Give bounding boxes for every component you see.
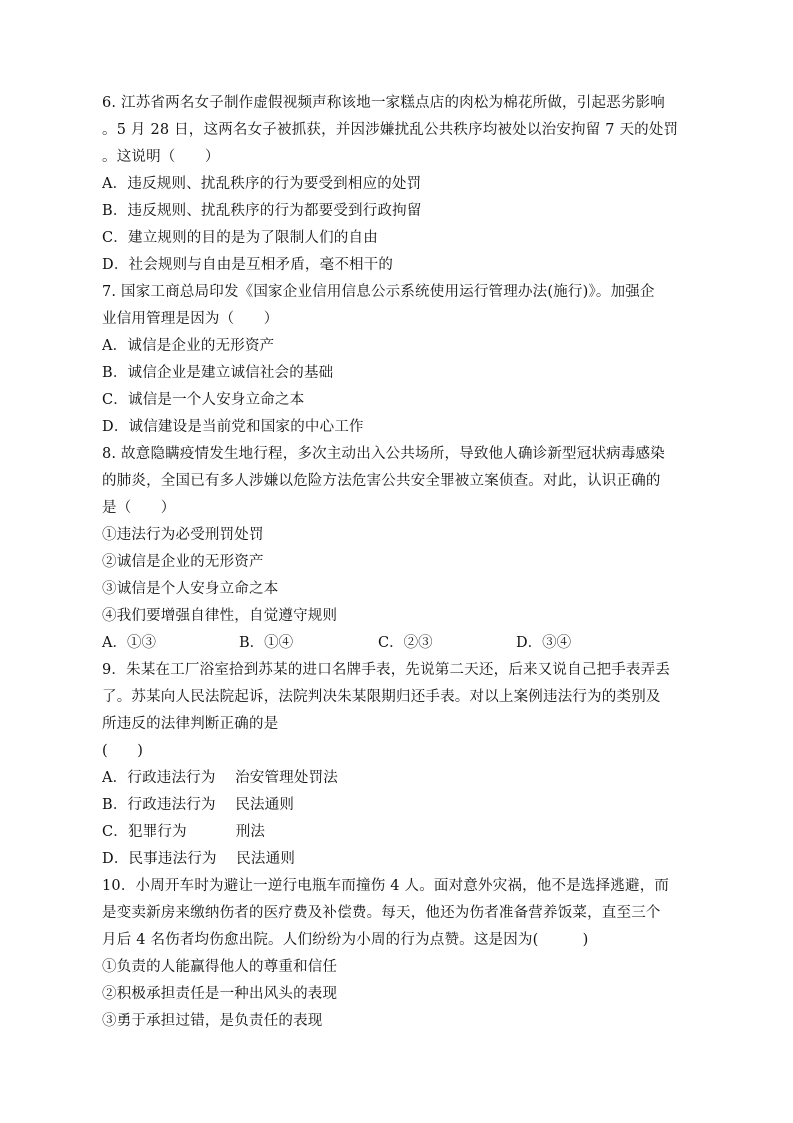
statement-item-1: ①违法行为必受刑罚处罚 <box>102 527 264 543</box>
answer-option-a: A．违反规则、扰乱秩序的行为要受到相应的处罚 <box>102 176 422 192</box>
question-stem-line: 10．小周开车时为避让一逆行电瓶车而撞伤 4 人。面对意外灾祸，他不是选择逃避，而 <box>102 878 670 894</box>
question-stem-line: 所违反的法律判断正确的是 <box>102 716 279 732</box>
question-6 <box>102 90 692 279</box>
answer-option-b: B．①④ <box>239 635 294 651</box>
question-stem-line: 业信用管理是因为（ ） <box>102 311 279 327</box>
statement-item-2: ②诚信是企业的无形资产 <box>102 554 264 570</box>
answer-option-c: C．犯罪行为 刑法 <box>102 824 266 840</box>
question-stem-line: 。这说明（ ） <box>102 149 220 165</box>
statement-item-4: ④我们要增强自律性，自觉遵守规则 <box>102 608 338 624</box>
question-stem-line: 8. 故意隐瞒疫情发生地行程，多次主动出入公共场所，导致他人确诊新型冠状病毒感染 <box>102 446 665 462</box>
answer-option-b: B．诚信企业是建立诚信社会的基础 <box>102 365 334 381</box>
question-stem-line: 了。苏某向人民法院起诉，法院判决朱某限期归还手表。对以上案例违法行为的类别及 <box>102 689 661 705</box>
answer-option-c: C．②③ <box>378 635 433 651</box>
question-list <box>102 90 692 1035</box>
statement-item-1: ①负责的人能赢得他人的尊重和信任 <box>102 959 338 975</box>
question-stem-line: 7. 国家工商总局印发《国家企业信用信息公示系统使用运行管理办法(施行)》。加强企 <box>102 284 655 300</box>
question-stem-line: 月后 4 名伤者均伤愈出院。人们纷纷为小周的行为点赞。这是因为( ) <box>102 932 589 948</box>
question-stem-line: 的肺炎，全国已有多人涉嫌以危险方法危害公共安全罪被立案侦查。对此，认识正确的 <box>102 473 661 489</box>
question-stem-line: ( ) <box>102 743 144 759</box>
question-stem-line: 9．朱某在工厂浴室拾到苏某的进口名牌手表，先说第二天还，后来又说自己把手表弄丢 <box>102 662 671 678</box>
statement-item-3: ③诚信是个人安身立命之本 <box>102 581 279 597</box>
question-7 <box>102 279 692 441</box>
answer-option-d: D．诚信建设是当前党和国家的中心工作 <box>102 419 364 435</box>
statement-item-2: ②积极承担责任是一种出风头的表现 <box>102 986 338 1002</box>
question-9 <box>102 657 692 873</box>
question-stem-line: 是（ ） <box>102 500 176 516</box>
answer-option-d: D．民事违法行为 民法通则 <box>102 851 296 867</box>
answer-option-b: B．行政违法行为 民法通则 <box>102 797 295 813</box>
question-stem-line: 是变卖新房来缴纳伤者的医疗费及补偿费。每天，他还为伤者准备营养饭菜，直至三个 <box>102 905 661 921</box>
answer-option-a: A．行政违法行为 治安管理处罚法 <box>102 770 338 786</box>
statement-item-3: ③勇于承担过错，是负责任的表现 <box>102 1013 323 1029</box>
answer-option-c: C．诚信是一个人安身立命之本 <box>102 392 305 408</box>
answer-option-d: D．社会规则与自由是互相矛盾，毫不相干的 <box>102 257 394 273</box>
question-10 <box>102 873 692 1035</box>
question-8 <box>102 441 692 657</box>
question-stem-line: 。5 月 28 日，这两名女子被抓获，并因涉嫌扰乱公共秩序均被处以治安拘留 7 天的处罚 <box>102 122 679 138</box>
answer-option-a: A．诚信是企业的无形资产 <box>102 338 275 354</box>
answer-option-c: C．建立规则的目的是为了限制人们的自由 <box>102 230 378 246</box>
inline-answer-options <box>102 630 692 657</box>
answer-option-d: D．③④ <box>516 635 572 651</box>
question-stem-line: 6. 江苏省两名女子制作虚假视频声称该地一家糕点店的肉松为棉花所做，引起恶劣影响 <box>102 95 665 111</box>
answer-option-b: B．违反规则、扰乱秩序的行为都要受到行政拘留 <box>102 203 422 219</box>
answer-option-a: A．①③ <box>102 635 156 651</box>
